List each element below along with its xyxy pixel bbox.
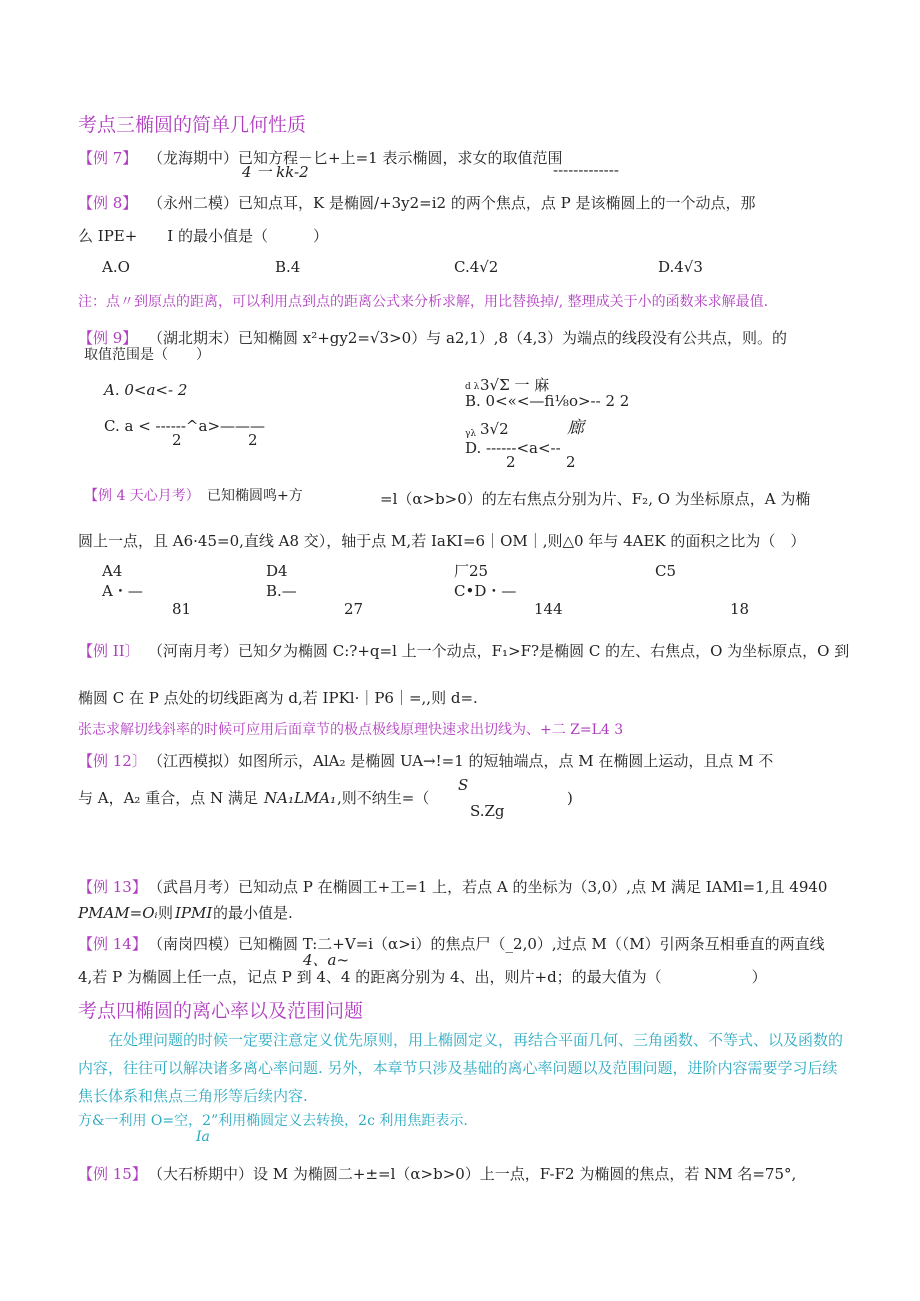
example-math: PMAM=Oᵢ bbox=[78, 904, 158, 922]
example-tag: 【例 12〕 bbox=[78, 752, 147, 770]
option-d-glyph: 廊 bbox=[567, 418, 584, 438]
option-b-top: D4 bbox=[266, 562, 288, 580]
example-note: 注：点〃到原点的距离，可以利用点到点的距离公式来分析求解，用比替换掉/, 整理成关于小的函数来求解最值. bbox=[78, 294, 769, 310]
answer-blank: ------------- bbox=[553, 161, 619, 179]
example-tag: 【例 4 天心月考） bbox=[84, 488, 200, 504]
section-title-4: 考点四椭圆的离心率以及范围问题 bbox=[78, 1000, 364, 1022]
example-tag: 【例 8】 bbox=[78, 194, 138, 212]
example-text: （龙海期中）已知方程－匕+上=1 表示椭圆，求女的取值范围 bbox=[148, 149, 563, 167]
option-b: B.4 bbox=[275, 258, 301, 276]
option-c-top: 厂25 bbox=[454, 562, 489, 580]
example-text: （湖北期末）已知椭圆 x²+gy2=√3>0）与 a2,1）,8（4,3）为端点的线段没有公共点，则。的 bbox=[148, 329, 787, 347]
option-d-denominator: 2 bbox=[506, 453, 516, 471]
example-tag: 【例 14】 bbox=[78, 935, 147, 953]
example-text: （河南月考）已知夕为椭圆 C:?+q=l 上一个动点，F₁>F?是椭圆 C 的左、右焦点，O 为坐标原点，O 到 bbox=[148, 642, 850, 660]
example-text: 么 IPE+ I 的最小值是（ ） bbox=[78, 227, 328, 245]
example-tag: 【例 13】 bbox=[78, 878, 147, 896]
option-c-denominator: 2 bbox=[248, 431, 258, 449]
example-text: （永州二模）已知点耳，K 是椭圆/+3y2=i2 的两个焦点，点 P 是该椭圆上的一个动点，那 bbox=[148, 194, 756, 212]
option-c-d: C•D・— bbox=[454, 582, 517, 600]
example-subscript: 4 一 kk-2 bbox=[242, 163, 309, 181]
option-d: D. ------<a<-- bbox=[465, 439, 561, 457]
option-d-bottom: 18 bbox=[730, 600, 750, 618]
option-d-denominator: 2 bbox=[566, 453, 576, 471]
option-d: D.4√3 bbox=[658, 258, 703, 276]
option-d-numerator: 3√2 bbox=[480, 420, 509, 438]
option-a: A・— bbox=[102, 582, 143, 600]
example-note: 张志求解切线斜率的时候可应用后面章节的极点极线原理快速求出切线为、+二 Z=L4 3 bbox=[78, 722, 624, 738]
option-d-mark: γλ bbox=[465, 429, 477, 439]
example-text: 圆上一点，且 A6·45=0,直线 A8 交），轴于点 M,若 IaKI=6｜OM｜,则△0 年与 4AEK 的面积之比为（ ） bbox=[78, 532, 806, 550]
example-text: （江西模拟）如图所示，AlA₂ 是椭圆 UA→!=1 的短轴端点，点 M 在椭圆上运动，且点 M 不 bbox=[148, 752, 774, 770]
example-text: 已知椭圆鸣+方 bbox=[207, 488, 303, 504]
close-paren: ) bbox=[567, 789, 573, 807]
method-subscript: Ia bbox=[196, 1129, 210, 1145]
option-a-bottom: 81 bbox=[172, 600, 192, 618]
example-text: 4,若 P 为椭圆上任一点，记点 P 到 4、4 的距离分别为 4、出，则片+d；的最大值为（ ） bbox=[78, 968, 767, 986]
example-text: 与 A，A₂ 重合，点 N 满足 bbox=[78, 789, 258, 807]
example-text: 的最小值是. bbox=[213, 904, 293, 922]
fraction-numerator: S bbox=[458, 776, 469, 794]
example-text: （武昌月考）已知动点 P 在椭圆工+工=1 上，若点 A 的坐标为（3,0）,点 M 满足 IAMl=1,且 4940 bbox=[148, 878, 828, 896]
option-b-numerator: 3√Σ 一 麻 bbox=[480, 376, 550, 394]
example-tag: 【例 9】 bbox=[78, 329, 138, 347]
option-a-top: A4 bbox=[102, 562, 123, 580]
example-text: 则 bbox=[158, 904, 174, 922]
example-text: 椭圆 C 在 P 点处的切线距离为 d,若 IPKl·｜P6｜=,,则 d=. bbox=[78, 689, 478, 707]
option-c: C. a < ------^a>——— bbox=[104, 417, 266, 435]
example-math: IPMI bbox=[175, 904, 213, 922]
example-text: 取值范围是（ ） bbox=[84, 347, 210, 363]
option-c-denominator: 2 bbox=[172, 431, 182, 449]
example-tag: 【例 II〕 bbox=[78, 642, 140, 660]
method-note: 方&一利用 O=空，2”利用椭圆定义去转换，2c 利用焦距表示. bbox=[78, 1113, 468, 1129]
example-text: ,则不纳生=（ bbox=[337, 789, 430, 807]
example-tag: 【例 15】 bbox=[78, 1165, 147, 1183]
option-b-bottom: 27 bbox=[344, 600, 364, 618]
option-a: A. 0<a<- 2 bbox=[104, 381, 188, 399]
fraction-denominator: S.Zg bbox=[470, 802, 505, 820]
example-subscript: 4、a~ bbox=[303, 951, 350, 969]
option-b: B. 0<«<—fi⅛o>-- 2 2 bbox=[465, 392, 630, 410]
option-a: A.O bbox=[102, 258, 130, 276]
section-title-3: 考点三椭圆的简单几何性质 bbox=[78, 114, 307, 136]
option-b: B.— bbox=[266, 582, 297, 600]
example-text: （大石桥期中）设 M 为椭圆二+±=l（α>b>0）上一点，F-F2 为椭圆的焦点，若 NM 名=75°, bbox=[148, 1165, 797, 1183]
example-text: =l（α>b>0）的左右焦点分别为片、F₂, O 为坐标原点，A 为椭 bbox=[380, 490, 811, 508]
option-c-bottom: 144 bbox=[534, 600, 563, 618]
option-d-top: C5 bbox=[655, 562, 677, 580]
option-c: C.4√2 bbox=[454, 258, 499, 276]
example-tag: 【例 7】 bbox=[78, 149, 138, 167]
option-b-mark: d λ bbox=[465, 382, 480, 392]
section-intro-paragraph: 在处理问题的时候一定要注意定义优先原则，用上椭圆定义，再结合平面几何、三角函数、不等式、以及函数的内容，往往可以解决诸多离心率问题. 另外，本章节只涉及基础的离心率问题以及范围问题，进阶内容需要学习后续焦长体系和焦点三角形等后续内容. bbox=[78, 1031, 844, 1105]
example-text: （南岗四模）已知椭圆 T:二+V=i（α>i）的焦点尸（_2,0）,过点 M（（M）引两条互相垂直的两直线 bbox=[148, 935, 825, 953]
example-math: NA₁LMA₁ bbox=[264, 789, 337, 807]
